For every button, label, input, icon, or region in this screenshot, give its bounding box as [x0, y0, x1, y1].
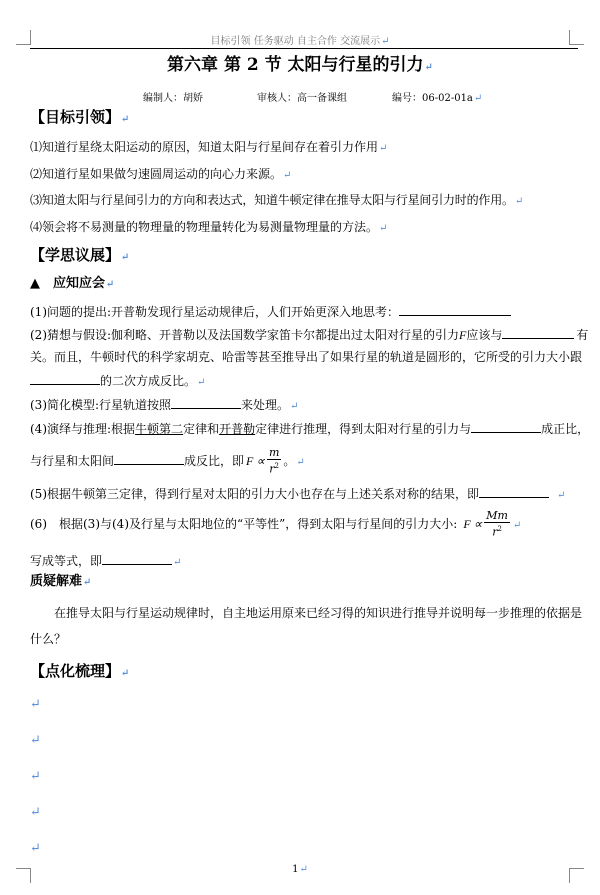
paragraph-mark-icon — [121, 252, 129, 263]
running-header — [0, 36, 600, 48]
section-heading-question-text: 质疑解难 — [30, 574, 83, 589]
fill-blank[interactable] — [30, 372, 100, 385]
paragraph-mark-icon — [515, 196, 523, 207]
section-heading-study-text: 【学思议展】 — [30, 246, 121, 264]
study-item-4-text: 成正比， — [541, 422, 590, 436]
study-item-2-cont — [30, 349, 582, 365]
section-heading-study — [30, 245, 129, 268]
fraction-numerator: m — [268, 446, 280, 459]
study-item-2-text: 有 — [576, 328, 589, 342]
fill-blank[interactable] — [171, 396, 241, 409]
study-item-2 — [30, 326, 589, 343]
study-item-2-text: 关。而且，牛顿时代的科学家胡克、哈雷等甚至推导出了如果行星的轨道是圆形的，它所受的引力大小跟 — [30, 350, 583, 364]
page-number — [0, 864, 600, 876]
empty-line-mark-icon — [30, 841, 41, 856]
study-item-7 — [30, 552, 582, 571]
goal-item — [30, 219, 582, 237]
paragraph-mark-icon — [425, 62, 433, 73]
fill-blank[interactable] — [471, 420, 541, 433]
page-title-text: 第六章 第 2 节 太阳与行星的引力 — [167, 55, 424, 75]
paragraph-mark-icon — [296, 457, 304, 468]
meta-reviewer: 审核人：高一备课组 — [257, 93, 347, 104]
question-paragraph-text: 在推导太阳与行星运动规律时，自主地运用原来已经习得的知识进行推导并说明每一步推理的依据是 — [54, 606, 583, 620]
fraction-denominator — [267, 460, 281, 476]
math-variable: F — [459, 328, 467, 342]
question-paragraph-text: 什么？ — [30, 632, 67, 646]
empty-line-mark-icon — [30, 805, 41, 820]
study-item-3-text: 来处理。 — [241, 398, 290, 412]
study-item-4-text: (4)演绎与推理:根据 — [30, 422, 136, 436]
study-item-3 — [30, 396, 582, 415]
study-item-1 — [30, 303, 582, 320]
study-item-4-text: 与行星和太阳间 — [30, 453, 115, 468]
section-heading-question — [30, 574, 582, 591]
fraction-denominator — [490, 523, 504, 539]
fill-blank[interactable] — [479, 485, 549, 498]
paragraph-mark-icon — [121, 114, 129, 125]
header-rule — [30, 48, 578, 49]
fill-blank[interactable] — [399, 303, 511, 316]
meta-code — [392, 93, 482, 105]
paragraph-mark-icon — [173, 557, 181, 568]
study-item-6 — [30, 510, 582, 539]
study-item-3-text: (3)简化模型:行星轨道按照 — [30, 398, 172, 412]
fraction-exponent: 2 — [274, 462, 280, 470]
goal-item-text: ⑷领会将不易测量的物理量的物理量转化为易测量物理量的方法。 — [30, 220, 379, 234]
study-item-4-text: 成反比，即 — [184, 453, 245, 468]
section-heading-summary — [30, 661, 129, 684]
paragraph-mark-icon — [290, 401, 298, 412]
paragraph-mark-icon — [474, 93, 482, 104]
goal-item — [30, 139, 582, 157]
paragraph-mark-icon — [197, 377, 205, 388]
goal-item — [30, 166, 582, 184]
study-item-4-text: 定律进行推理，得到太阳对行星的引力与 — [255, 422, 472, 436]
paragraph-mark-icon — [283, 170, 291, 181]
study-item-2-text: (2)猜想与假设:伽利略、开普勒以及法国数学家笛卡尔都提出过太阳对行星的引力 — [30, 328, 460, 342]
study-item-2-text: 应该与 — [466, 328, 503, 342]
subheading-basics-text: ▲ 应知应会 — [30, 276, 105, 291]
fraction-denominator-base: r — [269, 462, 275, 476]
paragraph-mark-icon — [557, 490, 565, 501]
paragraph-mark-icon — [513, 520, 521, 531]
study-item-4-text: 。 — [283, 453, 296, 468]
study-item-1-text: (1)问题的提出:开普勒发现行星运动规律后，人们开始更深入地思考： — [30, 305, 400, 319]
section-heading-goals — [30, 107, 129, 130]
fraction-exponent: 2 — [497, 525, 502, 533]
study-item-4-cont — [30, 447, 582, 476]
math-proportional: F ∝ — [463, 516, 483, 531]
paragraph-mark-icon — [381, 36, 389, 47]
fill-blank[interactable] — [102, 552, 172, 565]
study-item-6-text: (6) 根据(3)与(4)及行星与太阳地位的“平等性”，得到太阳与行星间的引力大小: — [30, 516, 458, 531]
meta-editor: 编制人：胡娇 — [143, 93, 203, 104]
section-heading-summary-text: 【点化梳理】 — [30, 662, 121, 680]
empty-line-mark-icon — [30, 769, 41, 784]
empty-line-mark-icon — [30, 697, 41, 712]
paragraph-mark-icon — [379, 223, 387, 234]
question-paragraph-cont — [30, 631, 582, 647]
meta-code-text: 编号：06-02-01a — [392, 93, 473, 104]
running-header-text: 目标引领 任务驱动 自主合作 交流展示 — [210, 36, 381, 47]
study-item-5 — [30, 485, 582, 504]
paragraph-mark-icon — [379, 143, 387, 154]
math-proportional: F ∝ — [246, 453, 265, 468]
study-item-2-text: 的二次方成反比。 — [100, 374, 197, 388]
goal-item — [30, 192, 582, 210]
page-title — [0, 54, 600, 79]
study-item-4 — [30, 420, 590, 437]
paragraph-mark-icon — [121, 668, 129, 679]
paragraph-mark-icon — [299, 864, 307, 875]
goal-item-text: ⑴知道行星绕太阳运动的原因，知道太阳与行星间存在着引力作用 — [30, 140, 379, 154]
study-item-2-cont — [30, 372, 582, 391]
study-item-5-text: (5)根据牛顿第三定律，得到行星对太阳的引力大小也存在与上述关系对称的结果，即 — [30, 487, 480, 501]
goal-item-text: ⑵知道行星如果做匀速圆周运动的向心力来源。 — [30, 167, 283, 181]
fraction-numerator: Mm — [486, 509, 508, 522]
paragraph-mark-icon — [83, 577, 91, 588]
paragraph-mark-icon — [106, 279, 114, 290]
goal-item-text: ⑶知道太阳与行星间引力的方向和表达式，知道牛顿定律在推导太阳与行星间引力时的作用。 — [30, 193, 514, 207]
study-item-4-underlined: 牛顿第二 — [135, 422, 184, 436]
page-number-text: 1 — [292, 864, 299, 875]
fill-blank[interactable] — [502, 326, 574, 339]
study-item-7-text: 写成等式，即 — [30, 554, 103, 568]
subheading-basics — [30, 276, 582, 293]
fraction-denominator-base: r — [492, 525, 498, 539]
question-paragraph — [54, 605, 582, 621]
study-item-4-text: 定律和 — [183, 422, 220, 436]
empty-line-mark-icon — [30, 733, 41, 748]
study-item-4-underlined: 开普勒 — [219, 422, 256, 436]
fill-blank[interactable] — [114, 452, 184, 465]
fraction-m-over-r2 — [267, 447, 281, 476]
fraction-Mm-over-r2 — [484, 510, 510, 539]
section-heading-goals-text: 【目标引领】 — [30, 108, 121, 126]
